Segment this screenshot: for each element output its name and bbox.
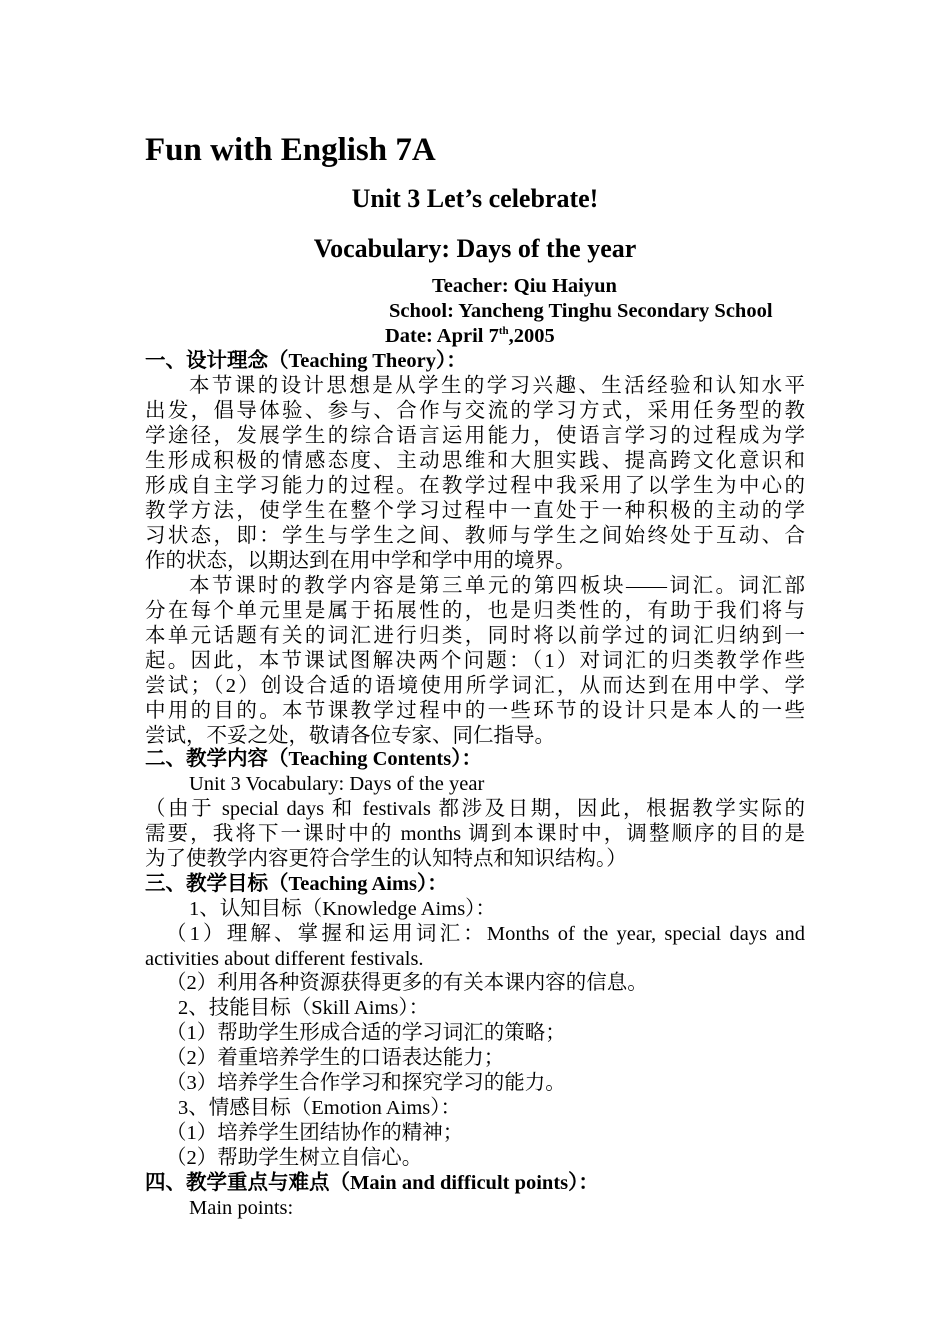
aim-line: （2）利用各种资源获得更多的有关本课内容的信息。	[166, 972, 648, 994]
paragraph-line: 教学方法，使学生在整个学习过程中一直处于一种积极的主动的学	[145, 500, 805, 522]
section-heading-main-difficult-points: 四、教学重点与难点（Main and difficult points）：	[145, 1172, 599, 1194]
paragraph-line: Unit 3 Vocabulary: Days of the year	[189, 773, 485, 795]
aim-line: 3、情感目标（Emotion Aims）：	[178, 1097, 462, 1119]
section-heading-teaching-theory: 一、设计理念（Teaching Theory）：	[145, 350, 467, 372]
paragraph-line: 本节课的设计思想是从学生的学习兴趣、生活经验和认知水平	[189, 375, 805, 397]
paragraph-line: 本节课时的教学内容是第三单元的第四板块——词汇。词汇部	[189, 575, 805, 597]
document-title: Fun with English 7A	[145, 132, 436, 168]
date-line	[385, 324, 555, 349]
section-heading-teaching-aims: 三、教学目标（Teaching Aims）：	[145, 873, 448, 895]
paragraph-line: 出发，倡导体验、参与、合作与交流的学习方式，采用任务型的教	[145, 400, 805, 422]
aim-line: （1）培养学生团结协作的精神；	[166, 1122, 464, 1144]
aim-line: （3）培养学生合作学习和探究学习的能力。	[166, 1072, 566, 1094]
paragraph-line: 尝试，不妥之处，敬请各位专家、同仁指导。	[145, 725, 555, 747]
paragraph-line: 形成自主学习能力的过程。在教学过程中我采用了以学生为中心的	[145, 475, 805, 497]
aim-line: activities about different festivals.	[145, 948, 424, 970]
aim-line: 1、认知目标（Knowledge Aims）：	[189, 898, 496, 920]
paragraph-line: 本单元话题有关的词汇进行归类，同时将以前学过的词汇归纳到一	[145, 625, 805, 647]
paragraph-line: 尝试；（2）创设合适的语境使用所学词汇，从而达到在用中学、学	[145, 675, 805, 697]
aim-line: （1）理解、掌握和运用词汇：Months of the year, special days and	[166, 923, 805, 945]
date-superscript: th	[498, 325, 509, 338]
teacher-line: Teacher: Qiu Haiyun	[432, 275, 617, 297]
aim-line: （2）帮助学生树立自信心。	[166, 1147, 423, 1169]
unit-title: Unit 3 Let’s celebrate!	[351, 184, 599, 213]
paragraph-line: 作的状态，以期达到在用中学和学中用的境界。	[145, 550, 576, 572]
paragraph-line: 习状态，即：学生与学生之间、教师与学生之间始终处于互动、合	[145, 525, 805, 547]
date-suffix: ,2005	[508, 325, 555, 347]
topic-title: Vocabulary: Days of the year	[313, 234, 637, 263]
aim-line: （2）着重培养学生的口语表达能力；	[166, 1047, 505, 1069]
section-heading-teaching-contents: 二、教学内容（Teaching Contents）：	[145, 748, 482, 770]
paragraph-line: 中用的目的。本节课教学过程中的一些环节的设计只是本人的一些	[145, 700, 805, 722]
date-prefix: Date: April 7	[385, 325, 499, 347]
aim-line: （1）帮助学生形成合适的学习词汇的策略；	[166, 1022, 566, 1044]
paragraph-line: 起。因此，本节课试图解决两个问题：（1）对词汇的归类教学作些	[145, 650, 805, 672]
paragraph-line: 分在每个单元里是属于拓展性的，也是归类性的，有助于我们将与	[145, 600, 805, 622]
aim-line: 2、技能目标（Skill Aims）：	[178, 997, 430, 1019]
paragraph-line: 生形成积极的情感态度、主动思维和大胆实践、提高跨文化意识和	[145, 450, 805, 472]
school-line: School: Yancheng Tinghu Secondary School	[389, 300, 773, 322]
paragraph-line: 为了使教学内容更符合学生的认知特点和知识结构。）	[145, 848, 627, 870]
paragraph-line: （由于 special days 和 festivals 都涉及日期，因此，根据教学实际的	[145, 798, 805, 820]
main-points-label: Main points:	[189, 1197, 294, 1219]
paragraph-line: 学途径，发展学生的综合语言运用能力，使语言学习的过程成为学	[145, 425, 805, 447]
paragraph-line: 需要，我将下一课时中的 months 调到本课时中，调整顺序的目的是	[145, 823, 805, 845]
